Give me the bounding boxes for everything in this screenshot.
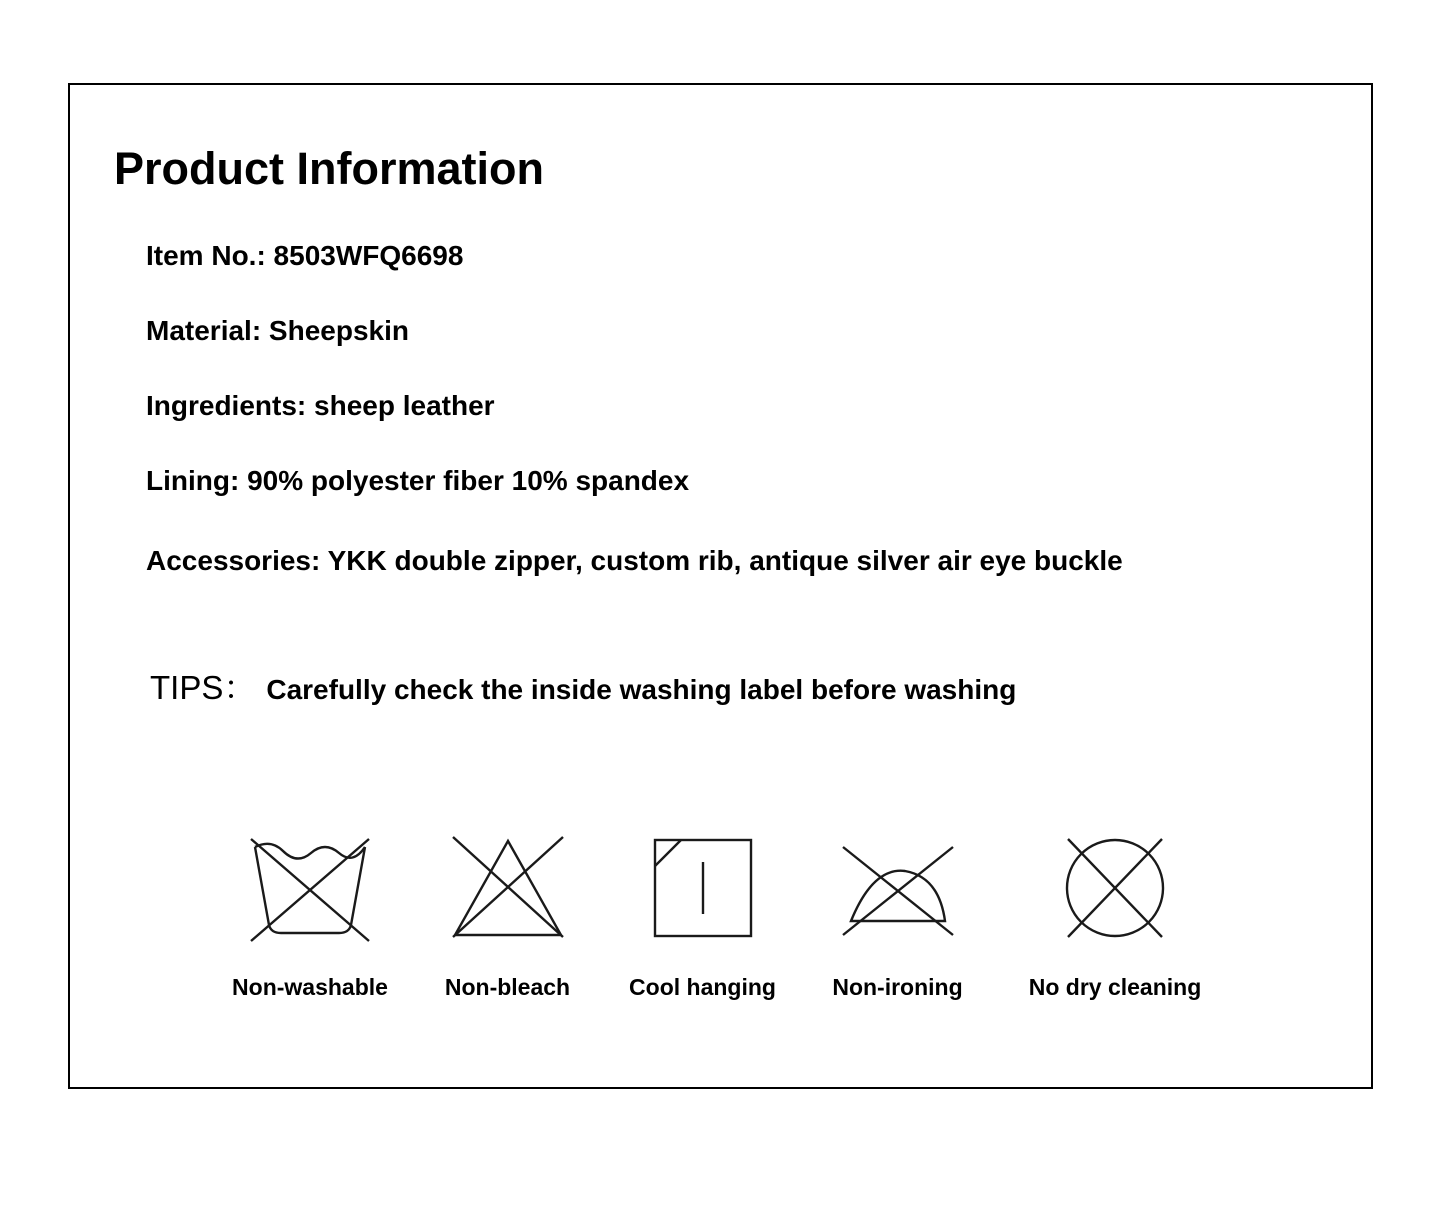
no-dry-clean-icon — [1056, 825, 1174, 950]
care-symbols-row — [210, 825, 1280, 1001]
tips-text: Carefully check the inside washing label before washing — [266, 674, 1017, 705]
spec-item-no: Item No.: 8503WFQ6698 — [146, 240, 464, 271]
care-symbol-non-bleach — [410, 825, 605, 1001]
tips-row — [150, 662, 1016, 709]
care-symbol-label: Non-ironing — [832, 974, 963, 1000]
page-title: Product Information — [114, 143, 544, 194]
no-bleach-icon — [445, 825, 571, 950]
care-symbol-no-dry-cleaning — [995, 825, 1235, 1001]
tips-label: TIPS： — [150, 669, 257, 706]
spec-accessories: Accessories: YKK double zipper, custom rib, antique silver air eye buckle — [146, 545, 1123, 576]
spec-lining: Lining: 90% polyester fiber 10% spandex — [146, 465, 690, 496]
no-iron-icon — [835, 825, 961, 950]
spec-material: Material: Sheepskin — [146, 315, 409, 346]
care-symbol-non-ironing — [800, 825, 995, 1001]
care-symbol-label: No dry cleaning — [1028, 974, 1202, 1000]
care-symbol-label: Non-washable — [232, 974, 388, 1000]
no-wash-icon — [245, 825, 375, 950]
product-information-card — [68, 83, 1373, 1089]
care-symbol-label: Non-bleach — [444, 974, 571, 1000]
spec-ingredients: Ingredients: sheep leather — [146, 390, 495, 421]
line-dry-shade-icon — [647, 825, 759, 950]
care-symbol-non-washable — [210, 825, 410, 1001]
care-symbol-label: Cool hanging — [629, 974, 776, 1000]
care-symbol-cool-hanging — [605, 825, 800, 1001]
